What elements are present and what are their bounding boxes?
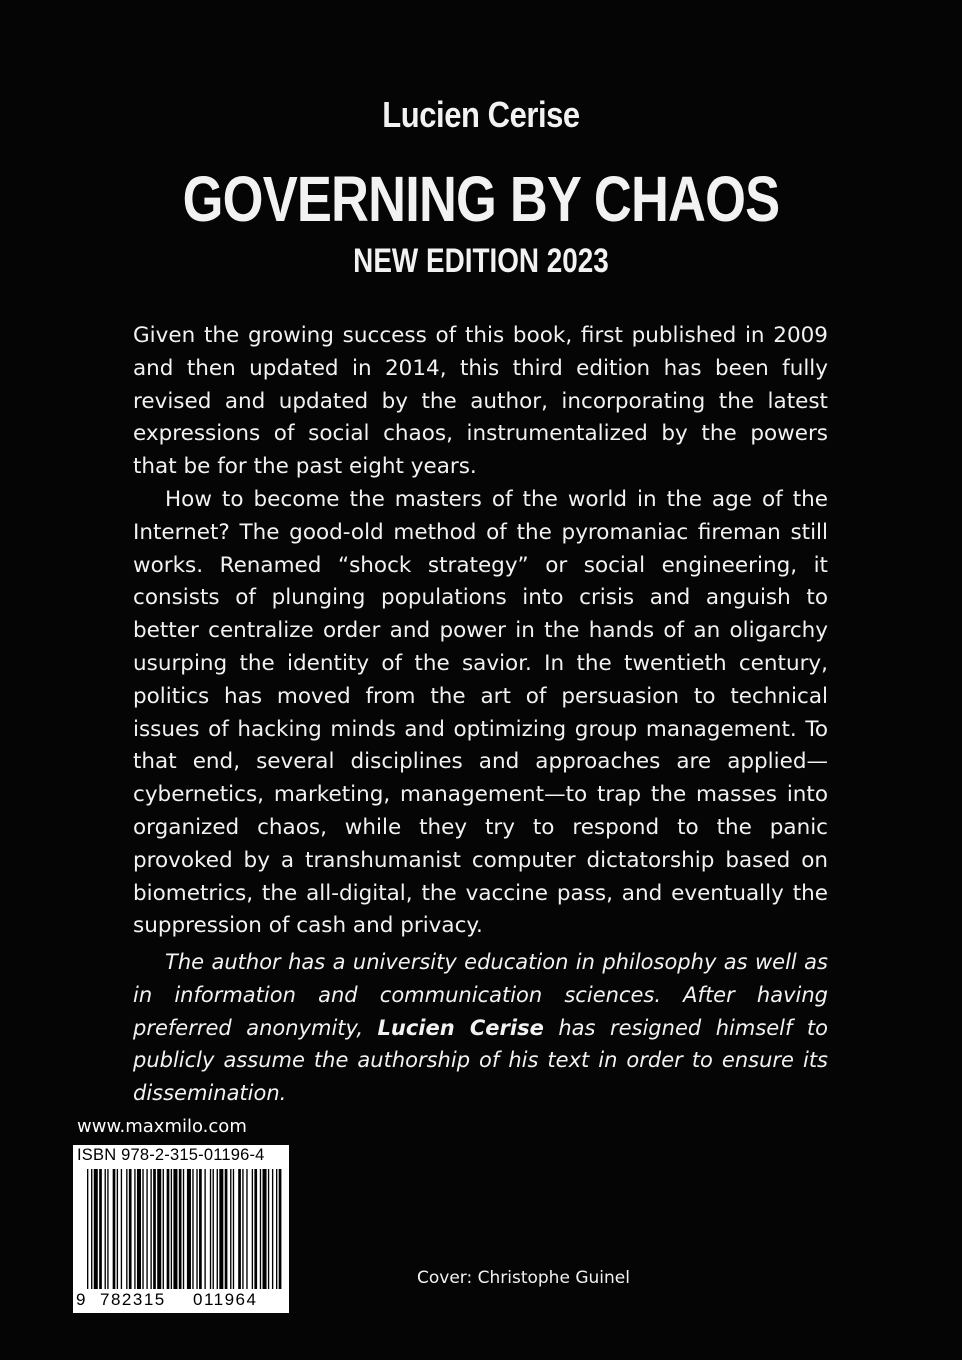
barcode-bar xyxy=(238,1169,241,1289)
barcode-bar xyxy=(246,1169,247,1289)
barcode-bar xyxy=(187,1169,191,1289)
barcode-bar xyxy=(117,1169,118,1289)
barcode-bar xyxy=(87,1169,88,1289)
barcode-bar xyxy=(173,1169,177,1289)
barcode-bar xyxy=(150,1169,151,1289)
barcode-bar xyxy=(126,1169,127,1289)
barcode-bar xyxy=(263,1169,267,1289)
barcode-bar xyxy=(171,1169,172,1289)
barcode-bar xyxy=(94,1169,98,1289)
barcode-bar xyxy=(129,1169,132,1289)
bio-text-2: has resigned himself to publicly assume the authorship of his text in order to ensure its dissemination. xyxy=(133,1015,829,1106)
barcode-digits-left: 782315 xyxy=(100,1290,166,1309)
bio-author-name: Lucien Cerise xyxy=(377,1015,544,1040)
barcode-bar xyxy=(225,1169,228,1289)
barcode-bar xyxy=(213,1169,214,1289)
bio-text-1: The author has a university education in philosophy as well as in information and communication sciences. After having preferred anonymity, xyxy=(133,950,828,1040)
barcode-bar xyxy=(157,1169,161,1289)
isbn-label: ISBN 978-2-315-01196-4 xyxy=(77,1146,265,1164)
barcode-bar xyxy=(121,1169,122,1289)
barcode-bar xyxy=(179,1169,182,1289)
description-paragraph-2: How to become the masters of the world in the age of the Internet? The good-old method of the pyromaniac fireman still works. Renamed “shock strategy” or social engineering, it consists of plunging populations into crisis and anguish to better centralize order and power in the hands of an oligarchy usurping the identity of the savior. In the twentieth century, politics has moved from the art of persuasion to technical issues of hacking minds and optimizing group management. To that end, several disciplines and approaches are applied—cybernetics, marketing, management—to trap the masses into organized chaos, while they try to respond to the panic provoked by a transhumanist computer dictatorship based on biometrics, the all-digital, the vaccine pass, and eventually the suppression of cash and privacy. xyxy=(133,486,828,939)
barcode-digits-right: 011964 xyxy=(193,1290,258,1309)
barcode-bar xyxy=(163,1169,164,1289)
barcode-bar xyxy=(230,1169,231,1289)
barcode-bar xyxy=(105,1169,106,1289)
barcode-bar xyxy=(252,1169,253,1289)
barcode-bar xyxy=(268,1169,269,1289)
barcode-bar xyxy=(134,1169,135,1289)
barcode-bar xyxy=(272,1169,273,1289)
author-bio xyxy=(133,946,828,1110)
barcode-bar xyxy=(219,1169,223,1289)
cover-credit: Cover: Christophe Guinel xyxy=(417,1268,630,1288)
barcode-bar xyxy=(153,1169,156,1289)
barcode-bar xyxy=(183,1169,184,1289)
barcode-bar xyxy=(142,1169,143,1289)
barcode-bar xyxy=(199,1169,202,1289)
barcode-bar xyxy=(91,1169,92,1289)
barcode-bar xyxy=(99,1169,102,1289)
description-paragraph-1: Given the growing success of this book, first published in 2009 and then updated in 2014, this third edition has been fully revised and updated by the author, incorporating the latest expressions of social chaos, instrumentalized by the powers that be for the past eight years. xyxy=(133,323,828,480)
edition-label: NEW EDITION 2023 xyxy=(353,242,609,280)
barcode-bar xyxy=(107,1169,108,1289)
barcode-bar xyxy=(113,1169,116,1289)
description xyxy=(133,320,828,943)
barcode-bar xyxy=(233,1169,234,1289)
barcode-bar xyxy=(204,1169,205,1289)
barcode-bar xyxy=(146,1169,147,1289)
barcode-digit-first: 9 xyxy=(76,1290,86,1309)
barcode-bar xyxy=(217,1169,218,1289)
barcode xyxy=(73,1145,289,1313)
barcode-bar xyxy=(260,1169,261,1289)
author-name: Lucien Cerise xyxy=(382,94,580,135)
barcode-bar xyxy=(192,1169,193,1289)
barcode-bar xyxy=(210,1169,211,1289)
barcode-bar xyxy=(276,1169,277,1289)
barcode-bar xyxy=(279,1169,282,1289)
barcode-bar xyxy=(167,1169,170,1289)
barcode-bar xyxy=(242,1169,243,1289)
barcode-bar xyxy=(196,1169,197,1289)
barcode-bar xyxy=(137,1169,141,1289)
publisher-website: www.maxmilo.com xyxy=(77,1116,247,1137)
book-title: GOVERNING BY CHAOS xyxy=(182,163,780,235)
barcode-bar xyxy=(254,1169,257,1289)
